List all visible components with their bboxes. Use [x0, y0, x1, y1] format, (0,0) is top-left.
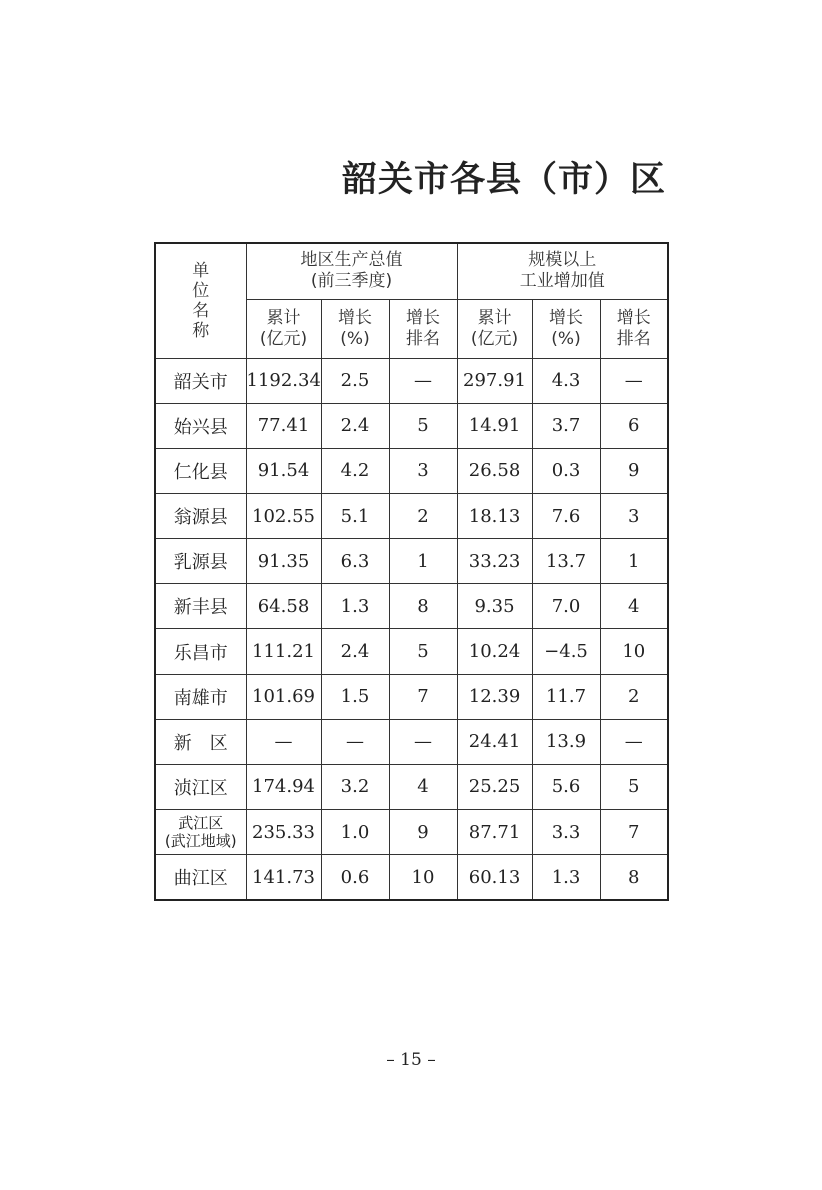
ind-total: 60.13: [457, 855, 532, 900]
ind-growth: −4.5: [532, 629, 600, 674]
ind-growth: 4.3: [532, 358, 600, 403]
gdp-total: 235.33: [246, 810, 321, 855]
table-row: [155, 629, 668, 674]
ind-growth: 11.7: [532, 674, 600, 719]
row-name-sub: (武江地域): [164, 832, 237, 851]
gdp-rank: 1: [389, 539, 457, 584]
ind-rank: 4: [600, 584, 668, 629]
table-row: [155, 855, 668, 900]
gdp-total: 141.73: [246, 855, 321, 900]
ind-total: 10.24: [457, 629, 532, 674]
ind-total: 9.35: [457, 584, 532, 629]
ind-total: 87.71: [457, 810, 532, 855]
ind-total: 12.39: [457, 674, 532, 719]
row-name: 乐昌市: [155, 629, 246, 674]
gdp-rank: 5: [389, 403, 457, 448]
row-name: 韶关市: [155, 358, 246, 403]
ind-growth: 3.3: [532, 810, 600, 855]
ind-rank: 6: [600, 403, 668, 448]
unit-name-header: 单 位 名 称: [155, 243, 246, 358]
gdp-growth: 1.5: [321, 674, 389, 719]
gdp-growth: 2.5: [321, 358, 389, 403]
row-name-main: 武江区: [178, 814, 224, 833]
gdp-rank-header: 增长 排名: [389, 299, 457, 358]
page-title: 韶关市各县（市）区: [341, 159, 666, 200]
table-row: [155, 810, 668, 855]
gdp-total: 174.94: [246, 764, 321, 809]
ind-cumulative-header: 累计 (亿元): [457, 299, 532, 358]
ind-growth-header: 增长 (%): [532, 299, 600, 358]
gdp-rank: 5: [389, 629, 457, 674]
ind-growth: 0.3: [532, 448, 600, 493]
gdp-rank: 7: [389, 674, 457, 719]
table-row: [155, 493, 668, 538]
gdp-total: 64.58: [246, 584, 321, 629]
ind-growth: 13.9: [532, 719, 600, 764]
table-row: [155, 448, 668, 493]
gdp-growth: 2.4: [321, 403, 389, 448]
county-stats-table: [154, 242, 669, 901]
gdp-group-header: 地区生产总值 (前三季度): [246, 243, 457, 299]
gdp-growth: 6.3: [321, 539, 389, 584]
row-name: 始兴县: [155, 403, 246, 448]
gdp-growth: 4.2: [321, 448, 389, 493]
row-name: 乳源县: [155, 539, 246, 584]
table-row: [155, 584, 668, 629]
ind-growth: 3.7: [532, 403, 600, 448]
table-row: [155, 719, 668, 764]
ind-rank: 1: [600, 539, 668, 584]
ind-total: 297.91: [457, 358, 532, 403]
gdp-growth: 0.6: [321, 855, 389, 900]
gdp-growth: 1.0: [321, 810, 389, 855]
gdp-rank: —: [389, 358, 457, 403]
ind-growth: 7.0: [532, 584, 600, 629]
ind-total: 18.13: [457, 493, 532, 538]
ind-rank: 8: [600, 855, 668, 900]
table-row: [155, 674, 668, 719]
ind-growth: 5.6: [532, 764, 600, 809]
gdp-growth: 1.3: [321, 584, 389, 629]
gdp-total: 91.35: [246, 539, 321, 584]
ind-total: 33.23: [457, 539, 532, 584]
gdp-total: 101.69: [246, 674, 321, 719]
table-row: [155, 403, 668, 448]
row-name: [155, 810, 246, 855]
gdp-growth: 3.2: [321, 764, 389, 809]
gdp-rank: 10: [389, 855, 457, 900]
ind-rank: 3: [600, 493, 668, 538]
gdp-rank: —: [389, 719, 457, 764]
row-name: 南雄市: [155, 674, 246, 719]
ind-rank: 10: [600, 629, 668, 674]
ind-total: 25.25: [457, 764, 532, 809]
ind-rank: 5: [600, 764, 668, 809]
row-name: 浈江区: [155, 764, 246, 809]
gdp-total: 91.54: [246, 448, 321, 493]
gdp-growth: —: [321, 719, 389, 764]
gdp-rank: 3: [389, 448, 457, 493]
gdp-total: 111.21: [246, 629, 321, 674]
ind-rank: —: [600, 358, 668, 403]
gdp-total: 102.55: [246, 493, 321, 538]
row-name: 仁化县: [155, 448, 246, 493]
ind-total: 14.91: [457, 403, 532, 448]
row-name: 新丰县: [155, 584, 246, 629]
gdp-total: 77.41: [246, 403, 321, 448]
gdp-cumulative-header: 累计 (亿元): [246, 299, 321, 358]
table-row: [155, 764, 668, 809]
table-row: [155, 358, 668, 403]
gdp-total: —: [246, 719, 321, 764]
ind-growth: 7.6: [532, 493, 600, 538]
gdp-growth: 5.1: [321, 493, 389, 538]
row-name: 新 区: [155, 719, 246, 764]
gdp-rank: 4: [389, 764, 457, 809]
ind-rank: —: [600, 719, 668, 764]
row-name: 曲江区: [155, 855, 246, 900]
gdp-rank: 9: [389, 810, 457, 855]
page-number: – 15 –: [386, 1050, 436, 1070]
ind-total: 26.58: [457, 448, 532, 493]
ind-growth: 1.3: [532, 855, 600, 900]
ind-rank-header: 增长 排名: [600, 299, 668, 358]
ind-growth: 13.7: [532, 539, 600, 584]
ind-total: 24.41: [457, 719, 532, 764]
row-name: 翁源县: [155, 493, 246, 538]
industry-group-header: 规模以上 工业增加值: [457, 243, 668, 299]
ind-rank: 2: [600, 674, 668, 719]
gdp-growth-header: 增长 (%): [321, 299, 389, 358]
gdp-growth: 2.4: [321, 629, 389, 674]
table-body: [155, 358, 668, 900]
gdp-total: 1192.34: [246, 358, 321, 403]
ind-rank: 7: [600, 810, 668, 855]
ind-rank: 9: [600, 448, 668, 493]
table-row: [155, 539, 668, 584]
gdp-rank: 2: [389, 493, 457, 538]
gdp-rank: 8: [389, 584, 457, 629]
